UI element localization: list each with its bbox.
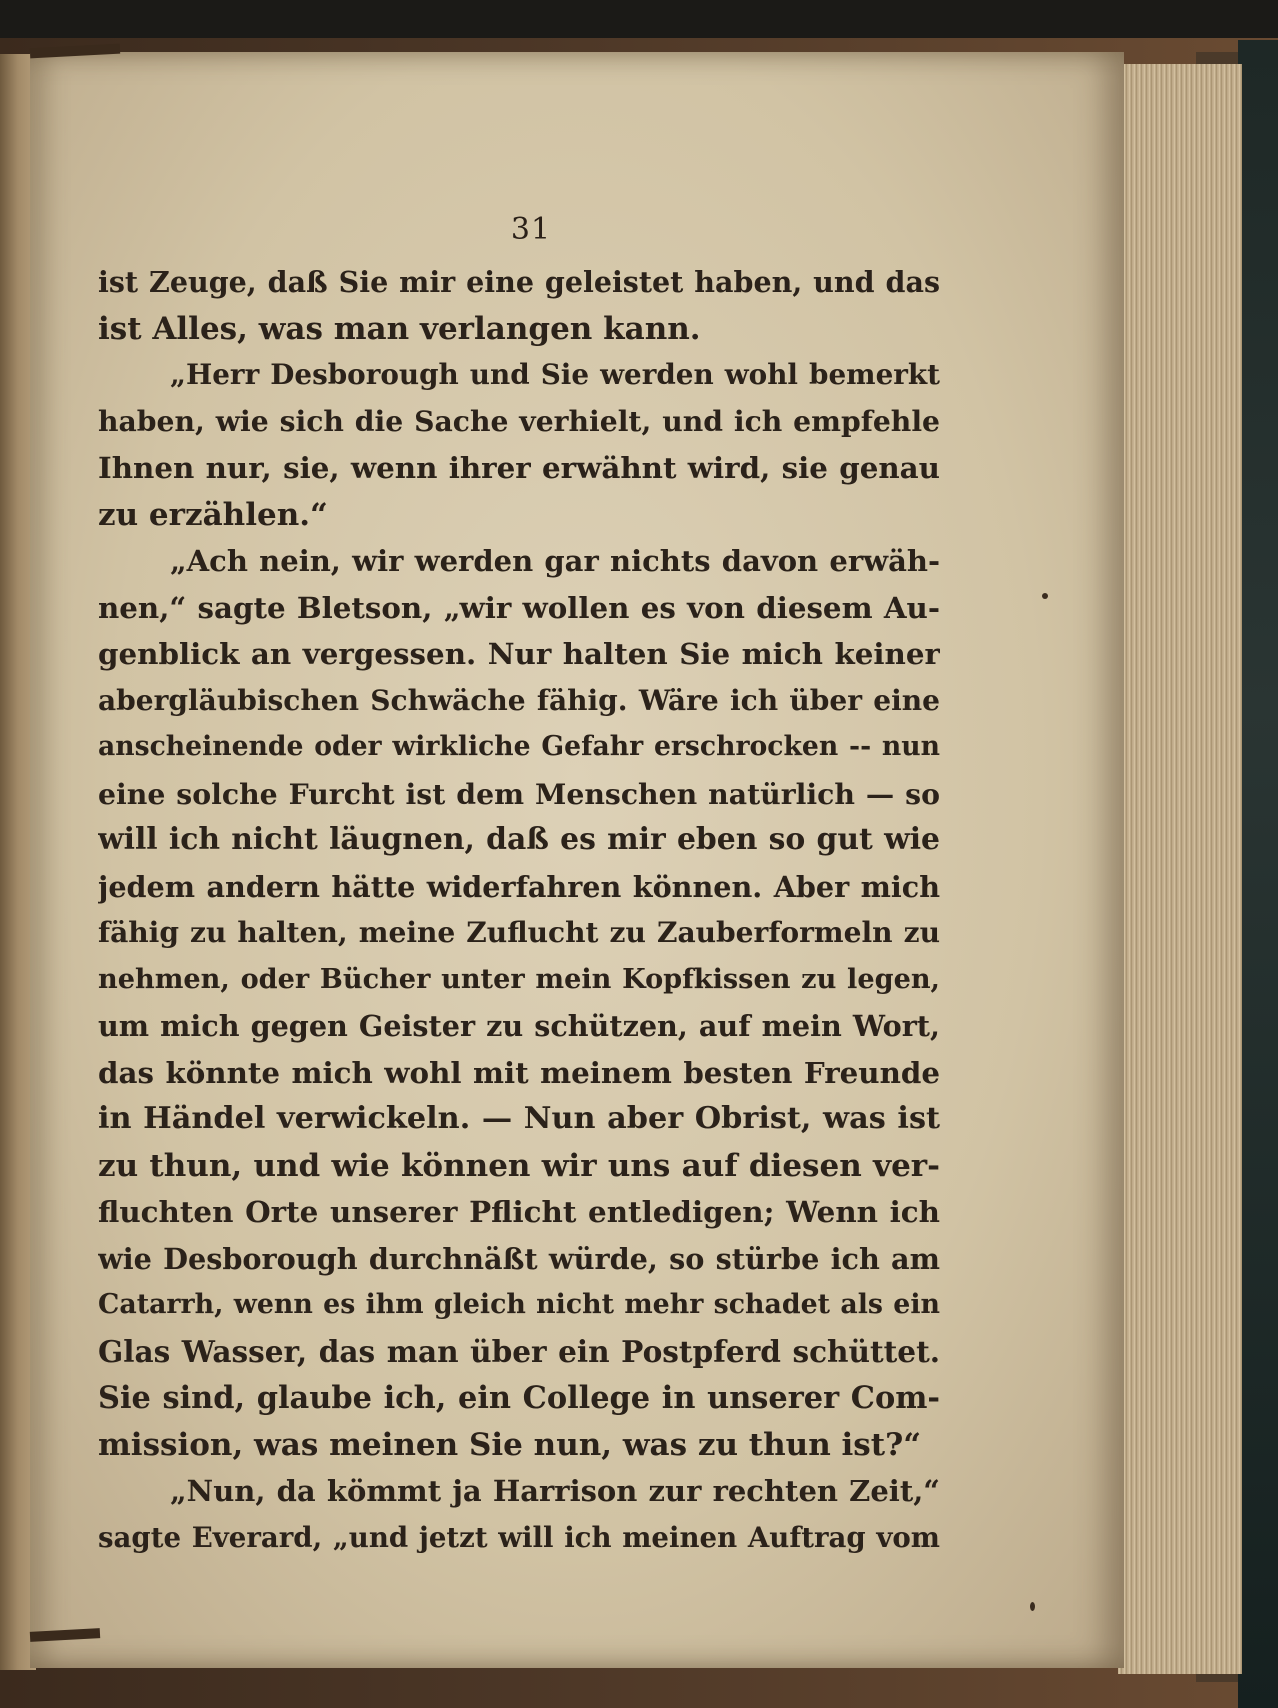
text-line: genblick an vergessen. Nur halten Sie mich keiner xyxy=(98,636,940,671)
text-line: ist Alles, was man verlangen kann. xyxy=(98,310,701,347)
page-block-edges xyxy=(1118,64,1242,1674)
text-line: fähig zu halten, meine Zuflucht zu Zauberformeln zu xyxy=(98,916,940,949)
text-line: eine solche Furcht ist dem Menschen natürlich — so xyxy=(98,776,940,811)
ink-speck xyxy=(1030,1602,1035,1611)
text-line: Sie sind, glaube ich, ein College in unserer Com- xyxy=(98,1380,940,1416)
text-line: um mich gegen Geister zu schützen, auf mein Wort, xyxy=(98,1009,940,1043)
text-line: Glas Wasser, das man über ein Postpferd schüttet. xyxy=(98,1333,940,1369)
text-line: ist Zeuge, daß Sie mir eine geleistet haben, und das xyxy=(98,265,940,299)
text-line: abergläubischen Schwäche fähig. Wäre ich über eine xyxy=(98,683,940,717)
text-line: jedem andern hätte widerfahren können. Aber mich xyxy=(98,869,940,904)
text-line: nen,“ sagte Bletson, „wir wollen es von diesem Au- xyxy=(98,589,940,625)
text-line: fluchten Orte unserer Pflicht entledigen; Wenn ich xyxy=(98,1194,940,1229)
text-line: „Ach nein, wir werden gar nichts davon erwäh- xyxy=(170,544,940,578)
page-number: 31 xyxy=(510,212,552,247)
text-line: zu thun, und wie können wir uns auf diesen ver- xyxy=(98,1147,940,1184)
text-line: haben, wie sich die Sache verhielt, und ich empfehle xyxy=(98,404,940,438)
text-line: Ihnen nur, sie, wenn ihrer erwähnt wird, sie genau xyxy=(98,450,940,485)
text-line: nehmen, oder Bücher unter mein Kopfkissen zu legen, xyxy=(98,963,940,995)
text-line: anscheinende oder wirkliche Gefahr erschrocken -- nun xyxy=(98,731,940,762)
text-line: in Händel verwickeln. — Nun aber Obrist, was ist xyxy=(98,1101,940,1136)
text-line: wie Desborough durchnäßt würde, so stürbe ich am xyxy=(98,1241,940,1276)
cover-dark-edge xyxy=(1238,40,1278,1708)
text-line: „Nun, da kömmt ja Harrison zur rechten Zeit,“ xyxy=(170,1474,940,1508)
text-line: „Herr Desborough und Sie werden wohl bemerkt xyxy=(170,358,940,391)
book-page xyxy=(30,52,1124,1668)
text-line: das könnte mich wohl mit meinem besten Freunde xyxy=(98,1054,940,1090)
text-line: zu erzählen.“ xyxy=(98,496,328,533)
ink-speck xyxy=(1042,593,1048,599)
page-text xyxy=(98,259,940,1561)
text-line: will ich nicht läugnen, daß es mir eben so gut wie xyxy=(98,822,940,857)
text-line: mission, was meinen Sie nun, was zu thun ist?“ xyxy=(98,1426,922,1463)
text-line: sagte Everard, „und jetzt will ich meinen Auftrag vom xyxy=(98,1520,940,1554)
text-line: Catarrh, wenn es ihm gleich nicht mehr schadet als ein xyxy=(98,1289,940,1320)
binding-thread-bottom xyxy=(30,1628,100,1642)
